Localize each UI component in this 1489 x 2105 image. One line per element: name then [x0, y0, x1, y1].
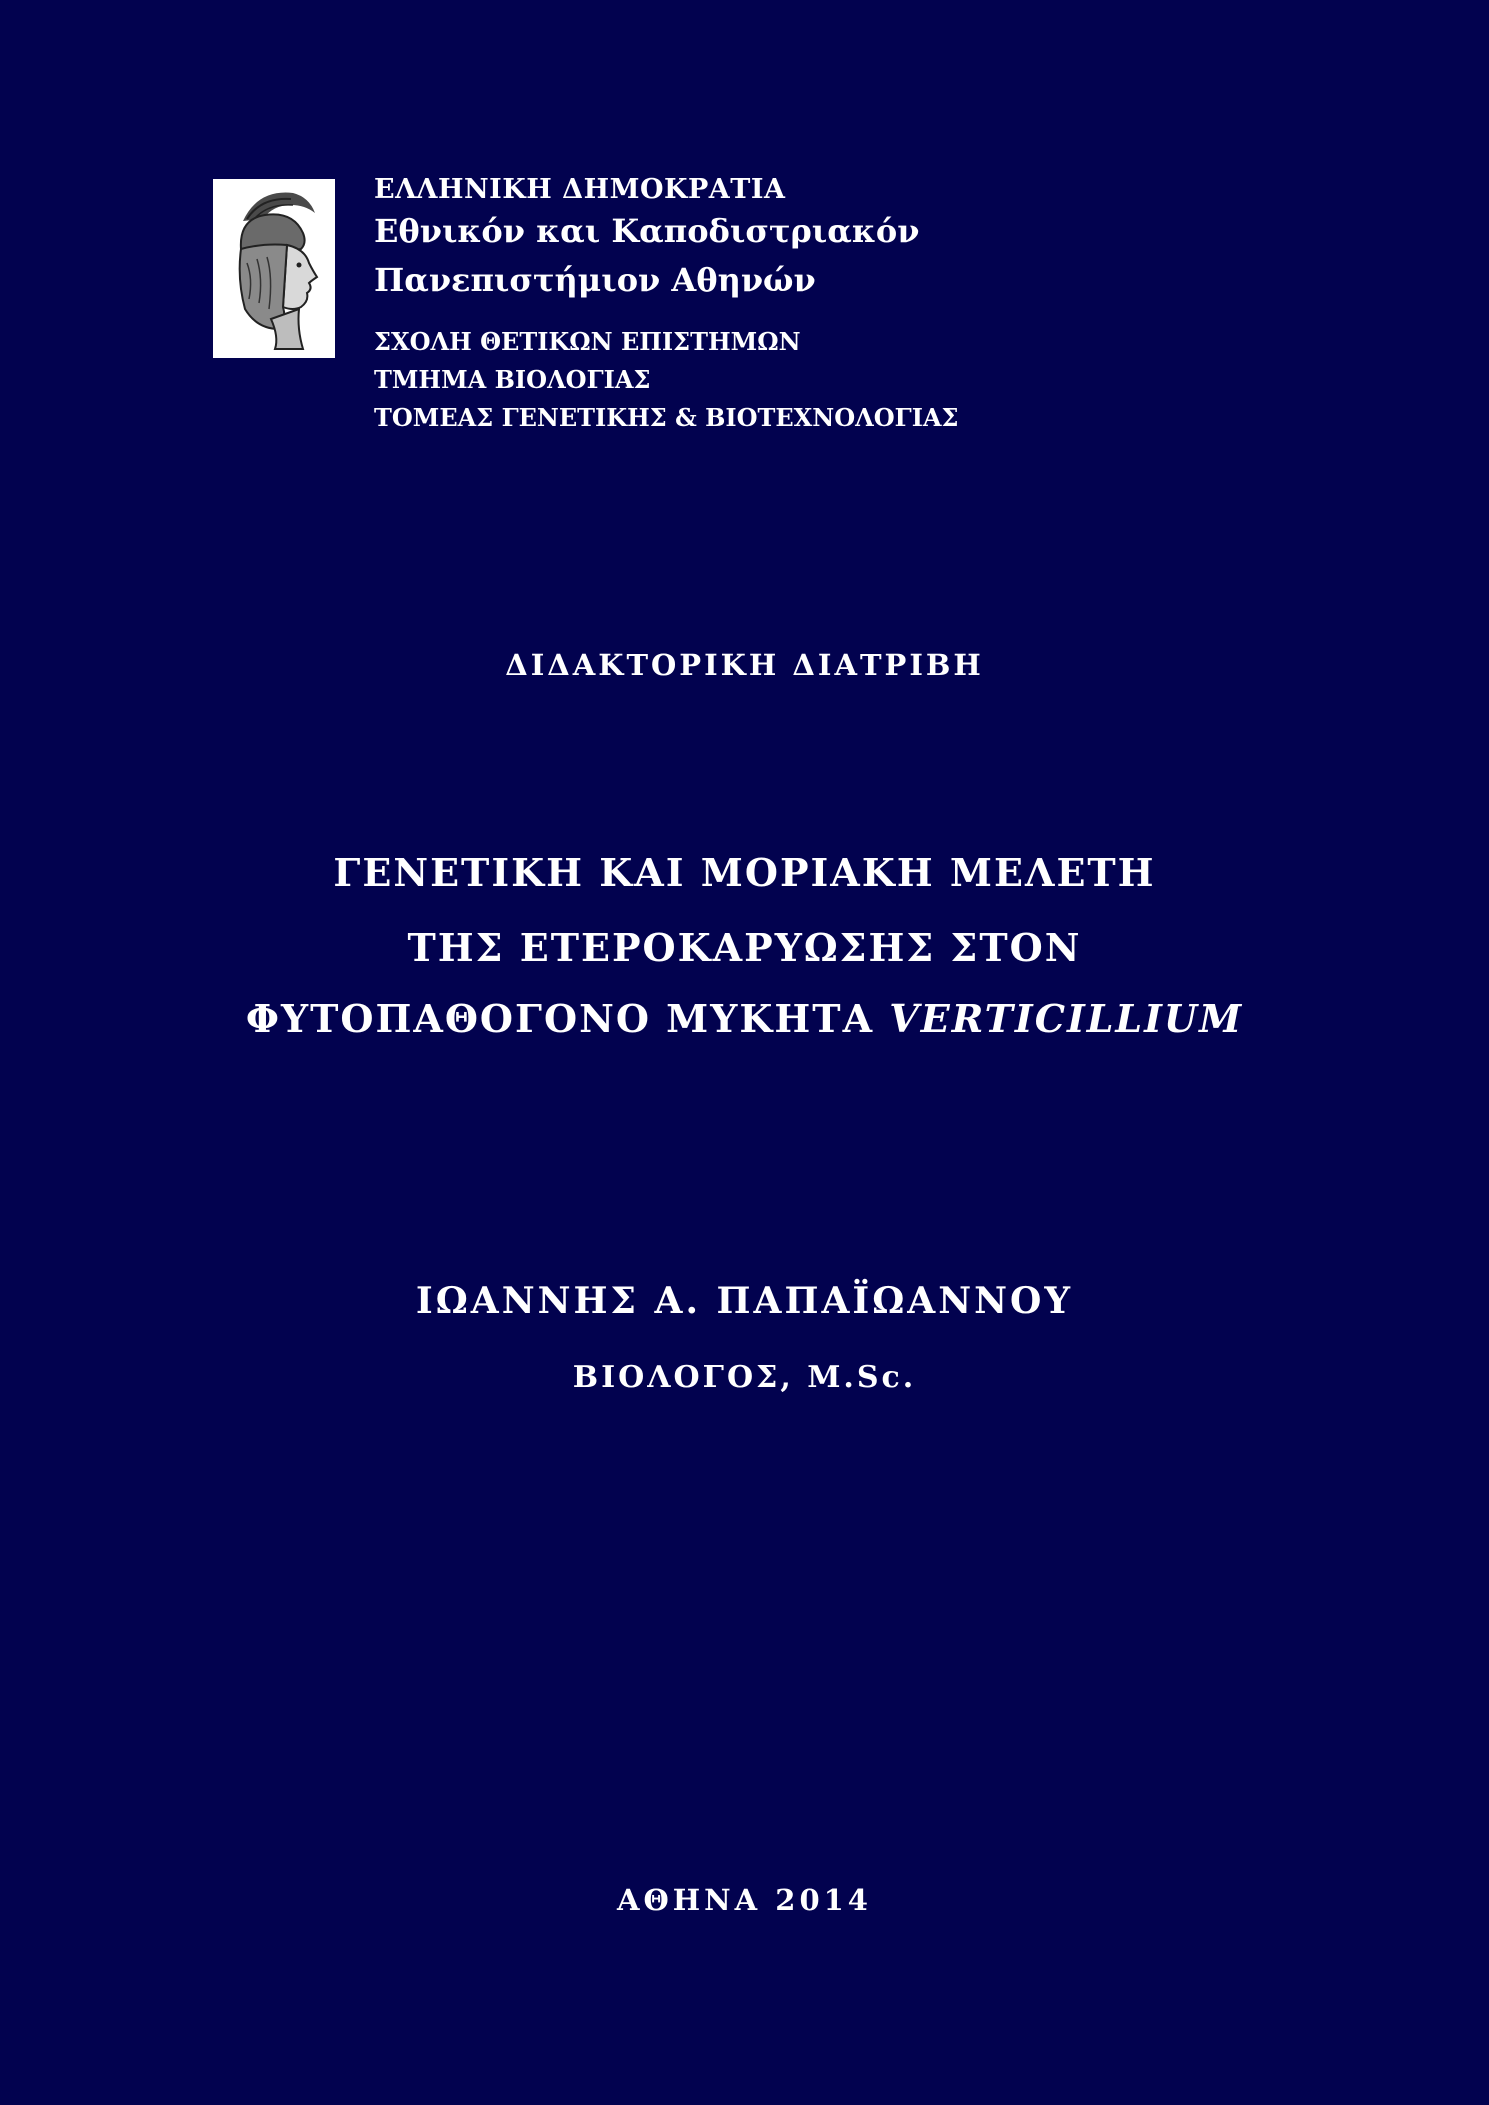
document-type: ΔΙΔΑΚΤΟΡΙΚΗ ΔΙΑΤΡΙΒΗ	[505, 648, 984, 682]
institution-header	[374, 176, 959, 444]
thesis-title-line3-prefix: ΦΥΤΟΠΑΘΟΓΟΝΟ ΜΥΚΗΤΑ	[245, 996, 890, 1041]
university-name-line1: Εθνικόν και Καποδιστριακόν	[374, 212, 920, 250]
thesis-title-line2: ΤΗΣ ΕΤΕΡΟΚΑΡΥΩΣΗΣ ΣΤΟΝ	[407, 925, 1082, 970]
thesis-title-line3	[0, 996, 1489, 1041]
university-name-line2: Πανεπιστήμιον Αθηνών	[374, 261, 816, 299]
sector-name: ΤΟΜΕΑΣ ΓΕΝΕΤΙΚΗΣ & ΒΙΟΤΕΧΝΟΛΟΓΙΑΣ	[374, 403, 959, 432]
place-and-year: ΑΘΗΝΑ 2014	[617, 1883, 872, 1917]
thesis-title-genus: VERTICILLIUM	[889, 996, 1244, 1041]
school-name: ΣΧΟΛΗ ΘΕΤΙΚΩΝ ΕΠΙΣΤΗΜΩΝ	[374, 327, 801, 356]
country-name: ΕΛΛΗΝΙΚΗ ΔΗΜΟΚΡΑΤΙΑ	[374, 174, 786, 205]
athena-head-emblem-icon	[213, 179, 335, 358]
thesis-title-line1: ΓΕΝΕΤΙΚΗ ΚΑΙ ΜΟΡΙΑΚΗ ΜΕΛΕΤΗ	[333, 850, 1156, 895]
author-degree: ΒΙΟΛΟΓΟΣ, M.Sc.	[572, 1360, 917, 1395]
author-name: ΙΩΑΝΝΗΣ Α. ΠΑΠΑΪΩΑΝΝΟΥ	[415, 1280, 1074, 1322]
department-name: ΤΜΗΜΑ ΒΙΟΛΟΓΙΑΣ	[374, 365, 651, 394]
